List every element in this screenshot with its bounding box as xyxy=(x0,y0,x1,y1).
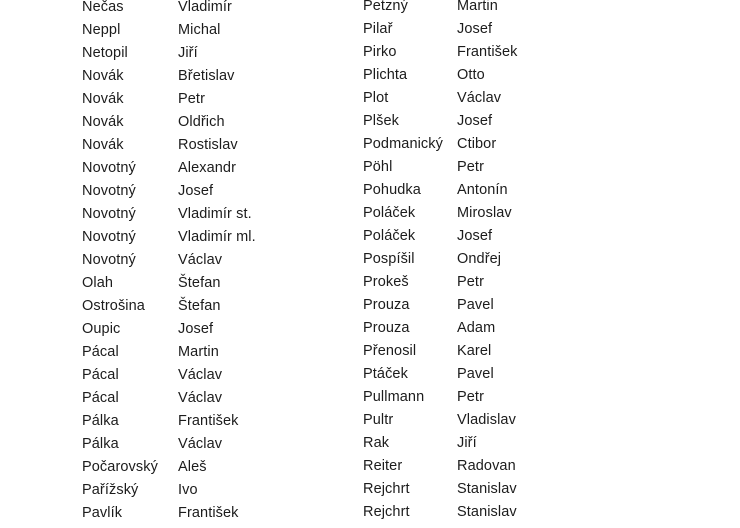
surname-cell: Rejchrt xyxy=(363,481,410,497)
first-name-cell: Alexandr xyxy=(178,160,237,176)
surname-cell: Pullmann xyxy=(363,389,425,405)
surname-cell: Oupic xyxy=(82,321,121,337)
first-name-cell: Martin xyxy=(178,344,219,360)
first-name-cell: Pavel xyxy=(457,366,494,382)
first-name-cell: Aleš xyxy=(178,459,207,475)
surname-cell: Novotný xyxy=(82,206,136,222)
surname-cell: Novotný xyxy=(82,252,136,268)
surname-cell: Reiter xyxy=(363,458,403,474)
first-name-cell: Petr xyxy=(457,159,484,175)
surname-cell: Pálka xyxy=(82,436,119,452)
surname-cell: Olah xyxy=(82,275,114,291)
first-name-cell: Václav xyxy=(178,390,223,406)
surname-cell: Novotný xyxy=(82,160,136,176)
surname-cell: Plšek xyxy=(363,113,399,129)
surname-cell: Pöhl xyxy=(363,159,393,175)
surname-cell: Petzný xyxy=(363,0,408,14)
surname-cell: Novotný xyxy=(82,183,136,199)
surname-cell: Nečas xyxy=(82,0,124,15)
surname-cell: Netopil xyxy=(82,45,128,61)
surname-cell: Poláček xyxy=(363,228,416,244)
first-name-cell: Štefan xyxy=(178,275,221,291)
surname-cell: Ostrošina xyxy=(82,298,145,314)
surname-cell: Prouza xyxy=(363,320,410,336)
surname-cell: Ptáček xyxy=(363,366,408,382)
surname-cell: Neppl xyxy=(82,22,121,38)
first-name-cell: Petr xyxy=(457,389,484,405)
first-name-cell: Josef xyxy=(457,21,493,37)
first-name-cell: František xyxy=(178,413,239,429)
surname-cell: Prouza xyxy=(363,297,410,313)
surname-cell: Plot xyxy=(363,90,389,106)
first-name-cell: Pavel xyxy=(457,297,494,313)
surname-cell: Novák xyxy=(82,91,124,107)
first-name-cell: František xyxy=(457,44,518,60)
first-name-cell: Rostislav xyxy=(178,137,238,153)
first-name-cell: Václav xyxy=(178,367,223,383)
first-name-cell: Adam xyxy=(457,320,496,336)
surname-cell: Poláček xyxy=(363,205,416,221)
first-name-cell: Otto xyxy=(457,67,485,83)
first-name-cell: Vladimír st. xyxy=(178,206,252,222)
surname-cell: Pácal xyxy=(82,367,119,383)
first-name-cell: Antonín xyxy=(457,182,508,198)
first-name-cell: Petr xyxy=(457,274,484,290)
surname-cell: Pultr xyxy=(363,412,394,428)
first-name-cell: Vladimír xyxy=(178,0,232,15)
first-name-cell: Josef xyxy=(457,228,493,244)
first-name-cell: Martin xyxy=(457,0,498,14)
surname-cell: Novák xyxy=(82,114,124,130)
surname-cell: Přenosil xyxy=(363,343,417,359)
first-name-cell: Josef xyxy=(457,113,493,129)
first-name-cell: Štefan xyxy=(178,298,221,314)
first-name-cell: Břetislav xyxy=(178,68,235,84)
first-name-cell: František xyxy=(178,505,239,521)
surname-cell: Podmanický xyxy=(363,136,443,152)
surname-cell: Novotný xyxy=(82,229,136,245)
first-name-cell: Miroslav xyxy=(457,205,512,221)
first-name-cell: Josef xyxy=(178,183,214,199)
surname-cell: Novák xyxy=(82,137,124,153)
first-name-cell: Petr xyxy=(178,91,205,107)
first-name-cell: Václav xyxy=(178,252,223,268)
first-name-cell: Ondřej xyxy=(457,251,502,267)
first-name-cell: Vladislav xyxy=(457,412,516,428)
first-name-cell: Oldřich xyxy=(178,114,225,130)
surname-cell: Prokeš xyxy=(363,274,409,290)
surname-cell: Novák xyxy=(82,68,124,84)
surname-cell: Pirko xyxy=(363,44,397,60)
surname-cell: Plichta xyxy=(363,67,408,83)
surname-cell: Pácal xyxy=(82,390,119,406)
surname-cell: Pilař xyxy=(363,21,393,37)
first-name-cell: Radovan xyxy=(457,458,516,474)
first-name-cell: Josef xyxy=(178,321,214,337)
surname-cell: Pohudka xyxy=(363,182,421,198)
surname-cell: Rak xyxy=(363,435,390,451)
first-name-cell: Václav xyxy=(178,436,223,452)
surname-cell: Pařížský xyxy=(82,482,139,498)
surname-cell: Rejchrt xyxy=(363,504,410,520)
surname-cell: Pálka xyxy=(82,413,119,429)
first-name-cell: Ctibor xyxy=(457,136,497,152)
first-name-cell: Michal xyxy=(178,22,221,38)
first-name-cell: Jiří xyxy=(178,45,198,61)
first-name-cell: Karel xyxy=(457,343,492,359)
surname-cell: Pavlík xyxy=(82,505,123,521)
first-name-cell: Vladimír ml. xyxy=(178,229,256,245)
surname-cell: Pospíšil xyxy=(363,251,415,267)
surname-cell: Pácal xyxy=(82,344,119,360)
first-name-cell: Stanislav xyxy=(457,504,517,520)
surname-cell: Počarovský xyxy=(82,459,158,475)
first-name-cell: Stanislav xyxy=(457,481,517,497)
first-name-cell: Jiří xyxy=(457,435,477,451)
first-name-cell: Ivo xyxy=(178,482,198,498)
first-name-cell: Václav xyxy=(457,90,502,106)
